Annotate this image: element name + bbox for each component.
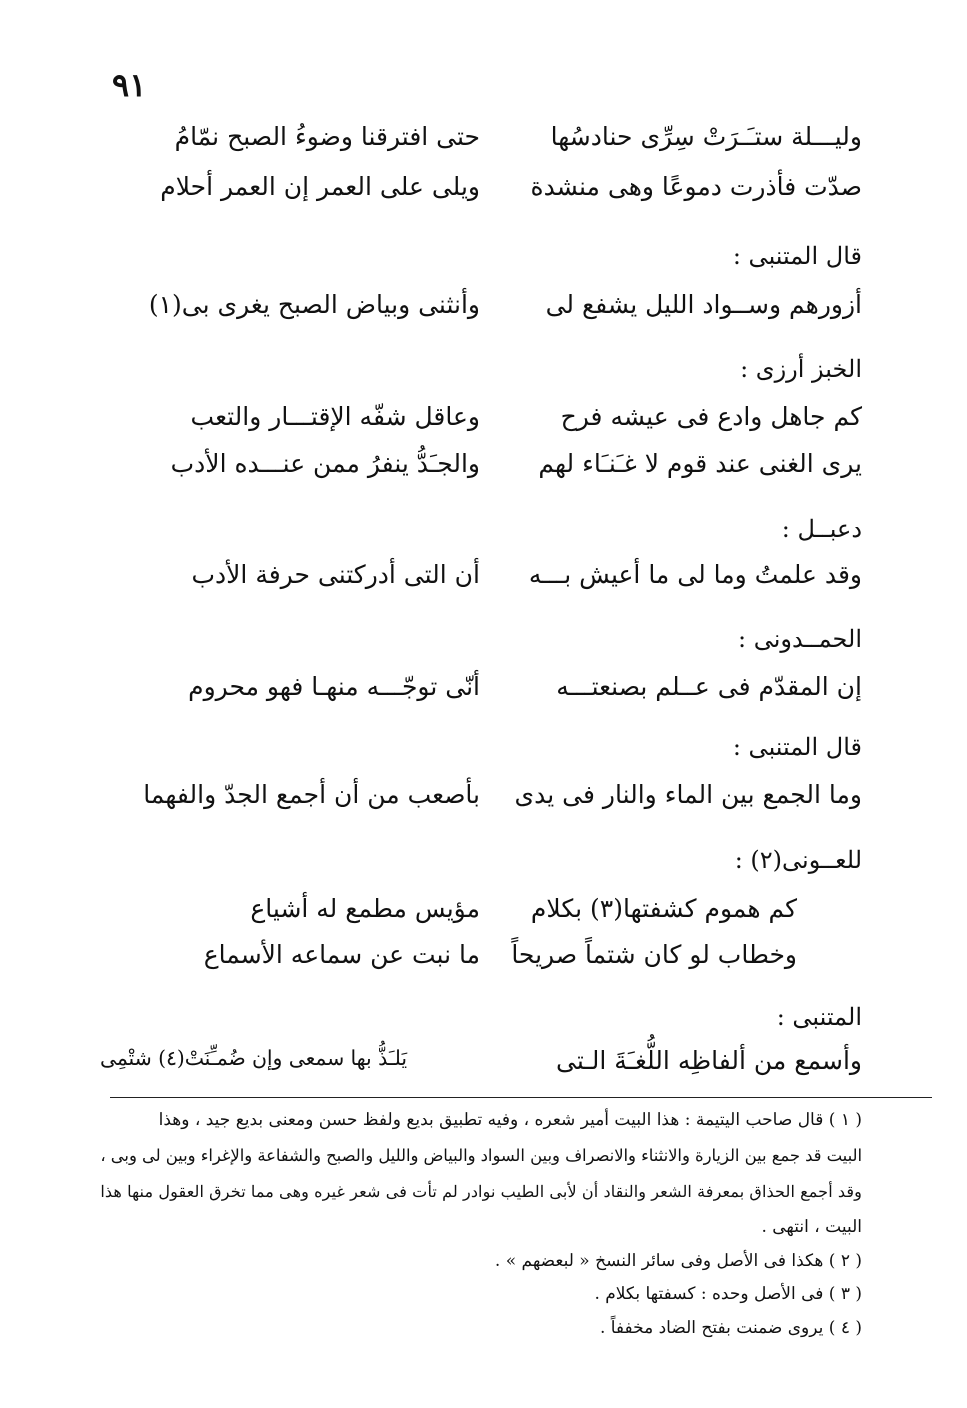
poet-heading: الخبز أرزى :: [740, 355, 862, 383]
verse-first-hemistich: إن المقدّم فى عــلم بصنعتـــه: [556, 672, 862, 701]
verse-first-hemistich: وقد علمتُ وما لى ما أعيش بـــه: [528, 560, 862, 589]
verse-second-hemistich: حتى افترقنا وضوءُ الصبح نمّامُ: [174, 122, 480, 151]
footnote-line: ( ٤ ) يروى ضمنت بفتح الضاد مخففاً .: [599, 1318, 862, 1338]
footnote-line: ( ٢ ) هكذا فى الأصل وفى سائر النسخ « لبعضهم » .: [494, 1251, 862, 1271]
verse-first-hemistich: كم جاهل وادع فى عيشه فرح: [560, 402, 862, 431]
verse-second-hemistich: يَلـَذُّ بها سمعى وإن ضُمـِّنَتْ(٤) شتْمِى: [99, 1046, 407, 1070]
verse-second-hemistich: ويلى على العمر إن العمر أحلام: [160, 172, 480, 201]
verse-first-hemistich: وليـــلة ستـَـرَتْ سِرِّى حنادسُها: [550, 122, 862, 151]
poet-heading: للعــونى(٢) :: [734, 846, 862, 874]
poet-heading: المتنبى :: [776, 1003, 862, 1031]
poet-heading: الحمــدونى :: [738, 625, 862, 653]
footnote-line: ( ١ ) قال صاحب اليتيمة : هذا البيت أمير شعره ، وفيه تطبيق بديع ولفظ حسن ومعنى بديع جيد ، وهذا: [158, 1110, 862, 1130]
footnote-line: وقد أجمع الحذاق بمعرفة الشعر والنقاد أن لأبى الطيب نوادر لم تأت فى شعر غيره وهى مما تخرق العقول منها هذا: [100, 1182, 862, 1201]
verse-second-hemistich: والجـَدُّ ينفرُ ممن عنـــده الأدب: [170, 449, 480, 478]
verse-second-hemistich: أن التى أدركتنى حرفة الأدب: [191, 560, 480, 589]
footnote-line: البيت قد جمع بين الزيارة والانثناء والانصراف وبين السواد والبياض والليل والصبح والشفاعة والإغراء وبين لى وبى ،: [100, 1146, 862, 1165]
verse-first-hemistich: وأسمع من ألفاظِه اللُّغـَةَ الـتى: [556, 1046, 862, 1075]
verse-first-hemistich: وخطاب لو كان شتماً صريحاً: [511, 940, 797, 969]
verse-second-hemistich: أنّى توجّـــه منهـا فهو محروم: [188, 672, 480, 701]
page-number: ٩١: [112, 66, 147, 104]
verse-first-hemistich: وما الجمع بين الماء والنار فى يدى: [514, 780, 862, 809]
verse-second-hemistich: وعاقل شفّه الإقتـــار والتعب: [190, 402, 480, 431]
verse-second-hemistich: وأنثنى وبياض الصبح يغرى بى(١): [148, 290, 480, 319]
poet-heading: قال المتنبى :: [732, 242, 862, 270]
verse-first-hemistich: أزورهم وســواد الليل يشفع لى: [545, 290, 862, 319]
verse-second-hemistich: ما نبت عن سماعه الأسماع: [203, 940, 480, 969]
footnote-separator: [110, 1097, 932, 1098]
verse-first-hemistich: يرى الغنى عند قوم لا غـَنـَاء لهم: [538, 449, 862, 478]
verse-first-hemistich: كم هموم كشفتها(٣) بكلام: [530, 894, 797, 923]
footnote-line: ( ٣ ) فى الأصل وحده : كسفتها بكلام .: [594, 1284, 862, 1304]
poet-heading: قال المتنبى :: [732, 733, 862, 761]
verse-second-hemistich: بأصعب من أن أجمع الجدّ والفهما: [143, 780, 480, 809]
poet-heading: دعبــل :: [781, 515, 862, 543]
verse-second-hemistich: مؤيس مطمع له أشياع: [250, 894, 480, 923]
verse-first-hemistich: صدّت فأذرت دموعًا وهى منشدة: [530, 172, 862, 201]
footnote-line: البيت ، انتهى .: [761, 1217, 862, 1237]
